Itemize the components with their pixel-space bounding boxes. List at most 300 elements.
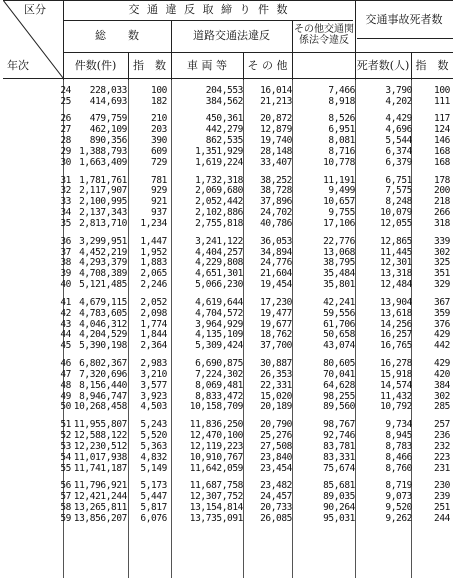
row-other-law: 9,499 <box>328 185 355 197</box>
row-other-law: 35,484 <box>323 268 355 280</box>
row-deaths: 13,318 <box>380 268 412 280</box>
row-other-law: 9,755 <box>328 207 355 219</box>
row-other-law: 80,605 <box>323 357 355 369</box>
row-vehicle: 1,351,929 <box>195 146 243 158</box>
row-count: 462,109 <box>89 124 127 136</box>
row-index: 937 <box>151 207 167 219</box>
row-other-law: 10,778 <box>323 157 355 168</box>
row-other-law: 85,681 <box>323 480 355 491</box>
row-deaths-index: 329 <box>434 279 450 291</box>
row-year: 30 <box>60 157 71 168</box>
row-deaths-index: 429 <box>434 329 450 341</box>
row-index: 5,817 <box>140 501 167 513</box>
row-deaths: 9,073 <box>385 490 412 502</box>
row-other-law: 59,556 <box>323 307 355 319</box>
row-other: 23,454 <box>260 462 292 474</box>
row-vehicle: 384,562 <box>205 95 243 107</box>
row-deaths-index: 178 <box>434 174 450 186</box>
table-row <box>3 514 453 525</box>
row-index: 6,076 <box>140 512 167 524</box>
row-deaths: 12,865 <box>380 235 412 247</box>
row-year: 44 <box>60 329 71 341</box>
row-deaths: 8,760 <box>385 462 412 474</box>
row-deaths: 8,783 <box>385 440 412 452</box>
row-index: 210 <box>151 113 167 125</box>
row-other: 33,407 <box>260 157 292 168</box>
row-other-law: 17,106 <box>323 218 355 230</box>
row-deaths-index: 230 <box>434 480 450 491</box>
row-other: 20,790 <box>260 418 292 430</box>
row-other: 26,085 <box>260 512 292 524</box>
row-year: 52 <box>60 429 71 441</box>
row-other-law: 90,264 <box>323 501 355 513</box>
row-index: 2,246 <box>140 279 167 291</box>
row-deaths: 16,278 <box>380 357 412 369</box>
row-vehicle: 4,404,257 <box>195 246 243 258</box>
row-other: 12,879 <box>260 124 292 136</box>
row-deaths: 3,790 <box>385 85 412 96</box>
row-deaths: 9,262 <box>385 512 412 524</box>
header-top-rule <box>3 0 453 1</box>
row-year: 49 <box>60 390 71 402</box>
table-row <box>3 97 453 108</box>
row-deaths: 16,257 <box>380 329 412 341</box>
row-deaths: 8,719 <box>385 480 412 491</box>
row-deaths: 6,379 <box>385 157 412 168</box>
row-other: 21,213 <box>260 95 292 107</box>
row-deaths: 15,918 <box>380 368 412 380</box>
header-deaths-rule <box>357 38 453 39</box>
row-vehicle: 2,102,886 <box>195 207 243 219</box>
row-vehicle: 4,704,572 <box>195 307 243 319</box>
table-row <box>3 309 453 320</box>
row-year: 38 <box>60 257 71 269</box>
row-other-law: 89,035 <box>323 490 355 502</box>
table-row <box>3 158 453 169</box>
row-other: 24,702 <box>260 207 292 219</box>
corner-bottom-label: 年次 <box>7 59 29 72</box>
row-count: 11,955,807 <box>73 418 127 430</box>
table-header <box>3 0 453 80</box>
row-other: 26,353 <box>260 368 292 380</box>
table-row <box>3 442 453 453</box>
row-count: 7,320,696 <box>79 368 127 380</box>
row-index: 2,364 <box>140 340 167 352</box>
row-year: 57 <box>60 490 71 502</box>
row-other: 23,840 <box>260 451 292 463</box>
row-vehicle: 1,732,318 <box>195 174 243 186</box>
row-other: 23,482 <box>260 480 292 491</box>
row-index: 1,234 <box>140 218 167 230</box>
row-count: 414,693 <box>89 95 127 107</box>
row-index: 2,065 <box>140 268 167 280</box>
row-count: 12,230,512 <box>73 440 127 452</box>
row-deaths: 4,696 <box>385 124 412 136</box>
row-count: 11,017,938 <box>73 451 127 463</box>
row-other: 38,728 <box>260 185 292 197</box>
row-year: 36 <box>60 235 71 247</box>
row-count: 4,046,312 <box>79 318 127 330</box>
row-count: 8,946,747 <box>79 390 127 402</box>
row-vehicle: 4,619,644 <box>195 296 243 308</box>
row-index: 2,098 <box>140 307 167 319</box>
row-deaths-index: 146 <box>434 135 450 147</box>
row-count: 13,265,811 <box>73 501 127 513</box>
row-deaths-index: 251 <box>434 501 450 513</box>
row-year: 56 <box>60 480 71 491</box>
row-deaths: 9,520 <box>385 501 412 513</box>
row-index: 929 <box>151 185 167 197</box>
row-year: 34 <box>60 207 71 219</box>
row-vehicle: 2,069,680 <box>195 185 243 197</box>
table-row <box>3 219 453 230</box>
row-other: 34,894 <box>260 246 292 258</box>
row-vehicle: 10,910,767 <box>189 451 243 463</box>
row-vehicle: 5,066,230 <box>195 279 243 291</box>
deaths-group-label: 交通事故死者数 <box>365 13 443 26</box>
row-index: 3,210 <box>140 368 167 380</box>
row-other-law: 42,241 <box>323 296 355 308</box>
row-other-law: 50,658 <box>323 329 355 341</box>
row-vehicle: 2,052,442 <box>195 196 243 208</box>
row-other-law: 38,795 <box>323 257 355 269</box>
row-deaths-index: 111 <box>434 95 450 107</box>
row-deaths-index: 239 <box>434 490 450 502</box>
row-deaths: 14,256 <box>380 318 412 330</box>
row-other: 20,733 <box>260 501 292 513</box>
row-deaths-index: 223 <box>434 451 450 463</box>
row-other-law: 98,255 <box>323 390 355 402</box>
row-vehicle: 8,069,481 <box>195 379 243 391</box>
row-other-law: 8,918 <box>328 95 355 107</box>
row-deaths: 6,751 <box>385 174 412 186</box>
row-count: 4,452,219 <box>79 246 127 258</box>
row-other-law: 8,716 <box>328 146 355 158</box>
row-index: 3,923 <box>140 390 167 402</box>
col-deaths-index-header: 指 数 <box>415 59 449 72</box>
row-other: 19,677 <box>260 318 292 330</box>
row-other-law: 6,951 <box>328 124 355 136</box>
row-other: 30,887 <box>260 357 292 369</box>
row-count: 13,856,207 <box>73 512 127 524</box>
row-vehicle: 12,307,752 <box>189 490 243 502</box>
row-count: 1,388,793 <box>79 146 127 158</box>
row-other-law: 70,041 <box>323 368 355 380</box>
row-index: 100 <box>151 85 167 96</box>
row-deaths: 14,574 <box>380 379 412 391</box>
row-deaths: 6,374 <box>385 146 412 158</box>
row-vehicle: 204,553 <box>205 85 243 96</box>
row-deaths-index: 359 <box>434 307 450 319</box>
row-index: 1,883 <box>140 257 167 269</box>
row-other-law: 89,560 <box>323 401 355 413</box>
row-deaths: 10,792 <box>380 401 412 413</box>
row-count: 4,708,389 <box>79 268 127 280</box>
row-deaths-index: 231 <box>434 462 450 474</box>
row-count: 12,588,122 <box>73 429 127 441</box>
row-deaths-index: 244 <box>434 512 450 524</box>
row-year: 25 <box>60 95 71 107</box>
row-other-law: 83,331 <box>323 451 355 463</box>
row-other-law: 98,767 <box>323 418 355 430</box>
col-count-header: 件数(件) <box>74 59 117 72</box>
col-index-header: 指 数 <box>133 59 166 72</box>
row-count: 4,204,529 <box>79 329 127 341</box>
row-year: 28 <box>60 135 71 147</box>
row-deaths: 5,544 <box>385 135 412 147</box>
row-year: 54 <box>60 451 71 463</box>
row-vehicle: 4,229,808 <box>195 257 243 269</box>
row-vehicle: 450,361 <box>205 113 243 125</box>
row-deaths: 13,904 <box>380 296 412 308</box>
row-deaths: 12,301 <box>380 257 412 269</box>
row-index: 729 <box>151 157 167 168</box>
row-vehicle: 10,158,709 <box>189 401 243 413</box>
row-count: 11,796,921 <box>73 480 127 491</box>
row-other-law: 75,674 <box>323 462 355 474</box>
table-row <box>3 453 453 464</box>
row-deaths: 4,202 <box>385 95 412 107</box>
row-deaths-index: 420 <box>434 368 450 380</box>
row-vehicle: 11,836,250 <box>189 418 243 430</box>
row-deaths-index: 384 <box>434 379 450 391</box>
row-index: 609 <box>151 146 167 158</box>
row-deaths-index: 442 <box>434 340 450 352</box>
row-vehicle: 4,651,301 <box>195 268 243 280</box>
row-deaths-index: 367 <box>434 296 450 308</box>
row-deaths-index: 124 <box>434 124 450 136</box>
row-count: 3,299,951 <box>79 235 127 247</box>
row-deaths: 11,445 <box>380 246 412 258</box>
row-vehicle: 5,309,424 <box>195 340 243 352</box>
table-row <box>3 237 453 248</box>
row-other-law: 11,191 <box>323 174 355 186</box>
row-count: 1,781,761 <box>79 174 127 186</box>
row-index: 1,844 <box>140 329 167 341</box>
row-other: 19,740 <box>260 135 292 147</box>
row-year: 51 <box>60 418 71 430</box>
row-year: 48 <box>60 379 71 391</box>
row-other-law: 22,776 <box>323 235 355 247</box>
row-count: 6,802,367 <box>79 357 127 369</box>
row-deaths-index: 218 <box>434 196 450 208</box>
row-other-law: 8,081 <box>328 135 355 147</box>
row-other-law: 8,526 <box>328 113 355 125</box>
row-index: 2,983 <box>140 357 167 369</box>
row-other: 20,189 <box>260 401 292 413</box>
row-deaths: 9,734 <box>385 418 412 430</box>
row-deaths-index: 302 <box>434 246 450 258</box>
row-vehicle: 7,224,302 <box>195 368 243 380</box>
row-count: 8,156,440 <box>79 379 127 391</box>
corner-top-label: 区分 <box>24 3 46 16</box>
row-other: 28,148 <box>260 146 292 158</box>
row-vehicle: 12,470,100 <box>189 429 243 441</box>
table-row <box>3 341 453 352</box>
row-deaths: 8,248 <box>385 196 412 208</box>
row-deaths-index: 168 <box>434 146 450 158</box>
row-deaths: 13,618 <box>380 307 412 319</box>
row-other: 19,454 <box>260 279 292 291</box>
row-count: 2,137,343 <box>79 207 127 219</box>
table-row <box>3 280 453 291</box>
row-deaths-index: 429 <box>434 357 450 369</box>
row-count: 2,813,710 <box>79 218 127 230</box>
row-other: 16,014 <box>260 85 292 96</box>
row-vehicle: 11,642,059 <box>189 462 243 474</box>
row-year: 33 <box>60 196 71 208</box>
row-year: 26 <box>60 113 71 125</box>
header-group-rule <box>63 20 353 21</box>
road-law-label: 道路交通法違反 <box>193 29 270 42</box>
row-index: 781 <box>151 174 167 186</box>
row-other: 20,872 <box>260 113 292 125</box>
table-row <box>3 298 453 309</box>
table-row <box>3 402 453 413</box>
row-other-law: 61,706 <box>323 318 355 330</box>
row-count: 4,783,605 <box>79 307 127 319</box>
row-other-law: 13,068 <box>323 246 355 258</box>
row-other: 25,276 <box>260 429 292 441</box>
row-count: 228,033 <box>89 85 127 96</box>
row-deaths: 12,484 <box>380 279 412 291</box>
row-year: 35 <box>60 218 71 230</box>
row-vehicle: 12,119,223 <box>189 440 243 452</box>
row-other: 38,252 <box>260 174 292 186</box>
row-year: 42 <box>60 307 71 319</box>
row-deaths: 12,055 <box>380 218 412 230</box>
total-label: 総 数 <box>95 29 139 42</box>
row-index: 4,503 <box>140 401 167 413</box>
row-other: 27,508 <box>260 440 292 452</box>
row-deaths-index: 168 <box>434 157 450 168</box>
row-deaths: 7,575 <box>385 185 412 197</box>
row-other: 21,604 <box>260 268 292 280</box>
row-deaths-index: 117 <box>434 113 450 125</box>
row-year: 43 <box>60 318 71 330</box>
row-index: 203 <box>151 124 167 136</box>
row-deaths: 11,432 <box>380 390 412 402</box>
row-index: 182 <box>151 95 167 107</box>
row-index: 390 <box>151 135 167 147</box>
row-vehicle: 1,619,224 <box>195 157 243 168</box>
table-row <box>3 464 453 475</box>
row-count: 890,356 <box>89 135 127 147</box>
row-count: 10,268,458 <box>73 401 127 413</box>
row-deaths: 8,945 <box>385 429 412 441</box>
row-deaths-index: 318 <box>434 218 450 230</box>
row-other-law: 92,746 <box>323 429 355 441</box>
row-other-law: 83,781 <box>323 440 355 452</box>
row-deaths-index: 285 <box>434 401 450 413</box>
row-deaths-index: 339 <box>434 235 450 247</box>
row-year: 29 <box>60 146 71 158</box>
row-other: 24,457 <box>260 490 292 502</box>
row-vehicle: 3,964,929 <box>195 318 243 330</box>
row-other-law: 7,466 <box>328 85 355 96</box>
row-other-law: 64,628 <box>323 379 355 391</box>
row-vehicle: 2,755,818 <box>195 218 243 230</box>
row-deaths-index: 236 <box>434 429 450 441</box>
row-count: 5,390,198 <box>79 340 127 352</box>
row-count: 2,100,995 <box>79 196 127 208</box>
row-index: 921 <box>151 196 167 208</box>
row-year: 37 <box>60 246 71 258</box>
row-year: 31 <box>60 174 71 186</box>
row-deaths-index: 200 <box>434 185 450 197</box>
row-other-law: 95,031 <box>323 512 355 524</box>
row-deaths: 16,765 <box>380 340 412 352</box>
row-other: 18,762 <box>260 329 292 341</box>
row-year: 24 <box>60 85 71 96</box>
row-year: 46 <box>60 357 71 369</box>
row-count: 5,121,485 <box>79 279 127 291</box>
row-other: 17,230 <box>260 296 292 308</box>
table-row <box>3 381 453 392</box>
row-index: 5,243 <box>140 418 167 430</box>
row-deaths-index: 376 <box>434 318 450 330</box>
row-year: 50 <box>60 401 71 413</box>
header-sub-rule <box>63 52 453 53</box>
row-deaths-index: 351 <box>434 268 450 280</box>
row-deaths-index: 302 <box>434 390 450 402</box>
row-count: 12,421,244 <box>73 490 127 502</box>
row-count: 4,293,379 <box>79 257 127 269</box>
row-index: 4,832 <box>140 451 167 463</box>
row-vehicle: 8,833,472 <box>195 390 243 402</box>
row-count: 2,117,907 <box>79 185 127 197</box>
row-index: 5,520 <box>140 429 167 441</box>
row-vehicle: 862,535 <box>205 135 243 147</box>
row-count: 4,679,115 <box>79 296 127 308</box>
row-other: 22,331 <box>260 379 292 391</box>
row-deaths-index: 266 <box>434 207 450 219</box>
row-index: 2,052 <box>140 296 167 308</box>
row-other-law: 35,801 <box>323 279 355 291</box>
row-other: 15,020 <box>260 390 292 402</box>
row-count: 1,663,409 <box>79 157 127 168</box>
col-deaths-header: 死者数(人) <box>356 59 410 72</box>
row-vehicle: 3,241,122 <box>195 235 243 247</box>
row-deaths: 4,429 <box>385 113 412 125</box>
row-year: 55 <box>60 462 71 474</box>
row-index: 5,447 <box>140 490 167 502</box>
row-other-law: 43,074 <box>323 340 355 352</box>
row-index: 5,173 <box>140 480 167 491</box>
row-other: 19,477 <box>260 307 292 319</box>
row-year: 40 <box>60 279 71 291</box>
row-vehicle: 13,735,091 <box>189 512 243 524</box>
header-bottom-rule <box>3 78 453 79</box>
row-year: 53 <box>60 440 71 452</box>
row-vehicle: 13,154,814 <box>189 501 243 513</box>
row-other: 40,786 <box>260 218 292 230</box>
row-index: 3,577 <box>140 379 167 391</box>
row-other-law: 10,657 <box>323 196 355 208</box>
row-count: 11,741,187 <box>73 462 127 474</box>
row-index: 1,952 <box>140 246 167 258</box>
col-other-header: そ の 他 <box>247 59 288 72</box>
table-row <box>3 370 453 381</box>
row-deaths-index: 325 <box>434 257 450 269</box>
row-index: 1,774 <box>140 318 167 330</box>
row-vehicle: 6,690,875 <box>195 357 243 369</box>
row-vehicle: 4,135,109 <box>195 329 243 341</box>
row-year: 27 <box>60 124 71 136</box>
row-year: 59 <box>60 512 71 524</box>
row-other: 24,776 <box>260 257 292 269</box>
row-other: 36,053 <box>260 235 292 247</box>
